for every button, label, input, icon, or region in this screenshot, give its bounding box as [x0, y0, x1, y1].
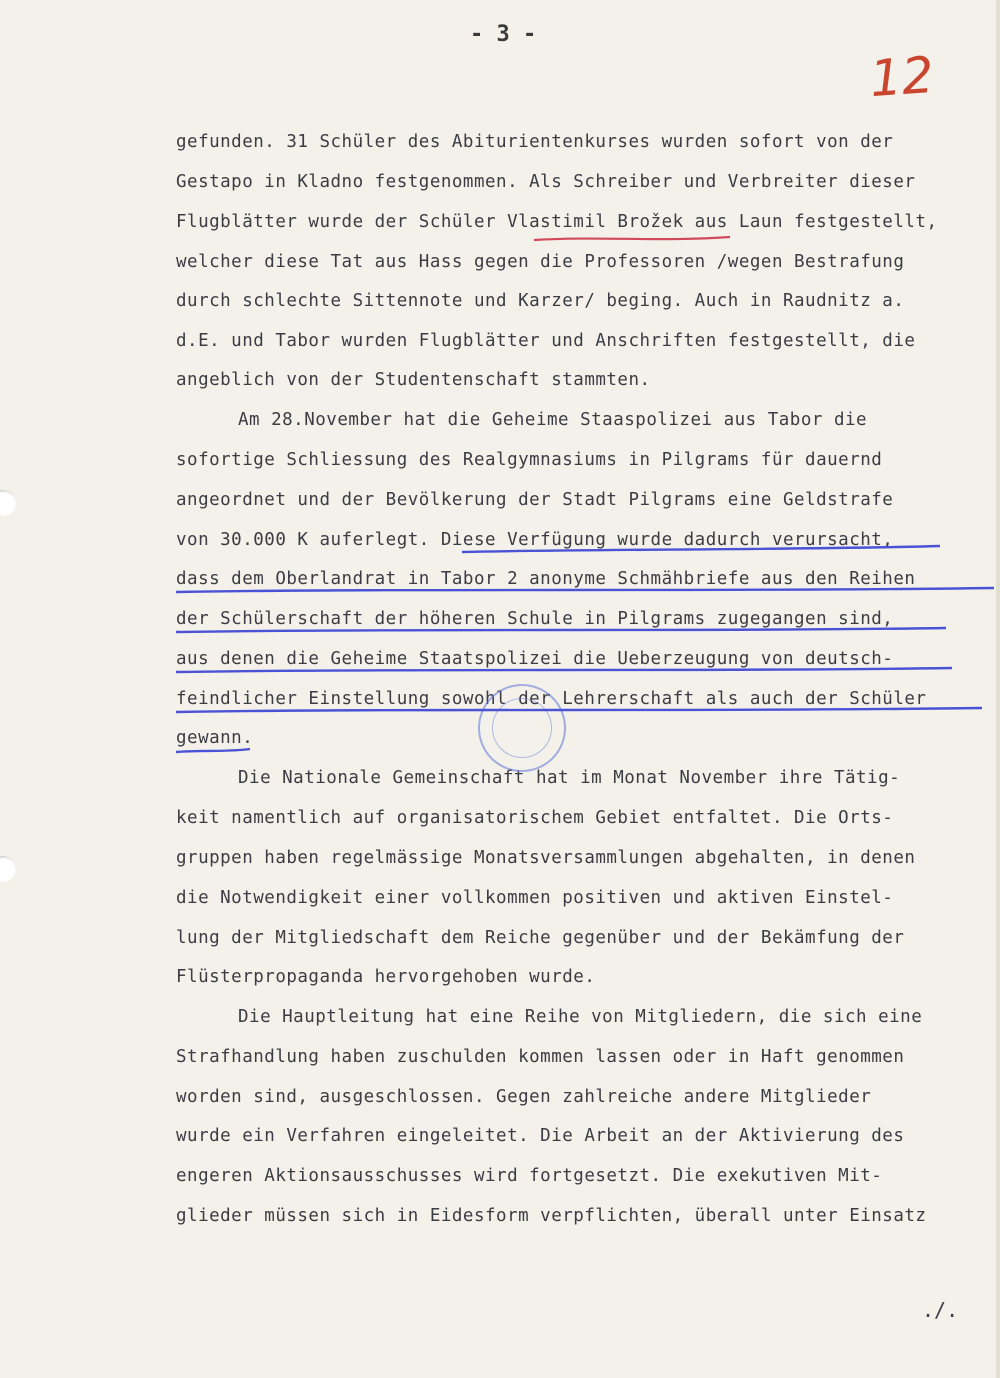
text-line: lung der Mitgliedschaft dem Reiche gegenüber und der Bekämfung der [176, 928, 905, 948]
text-line: Die Hauptleitung hat eine Reihe von Mitgliedern, die sich eine [238, 1007, 923, 1027]
text-line: gefunden. 31 Schüler des Abiturientenkurses wurden sofort von der [176, 132, 894, 152]
text-line: durch schlechte Sittennote und Karzer/ beging. Auch in Raudnitz a. [176, 291, 905, 311]
text-line: sofortige Schliessung des Realgymnasiums in Pilgrams für dauernd [176, 450, 883, 470]
text-line: der Schülerschaft der höheren Schule in Pilgrams zugegangen sind, [176, 609, 894, 629]
text-line: worden sind, ausgeschlossen. Gegen zahlreiche andere Mitglieder [176, 1087, 872, 1107]
text-line: glieder müssen sich in Eidesform verpflichten, überall unter Einsatz [176, 1206, 927, 1226]
text-line: gewann. [176, 728, 254, 748]
faded-stamp [478, 684, 566, 772]
text-line: Flüsterpropaganda hervorgehoben wurde. [176, 967, 596, 987]
text-line: gruppen haben regelmässige Monatsversammlungen abgehalten, in denen [176, 848, 916, 868]
handwritten-folio-number: 12 [868, 45, 936, 109]
text-line: wurde ein Verfahren eingeleitet. Die Arbeit an der Aktivierung des [176, 1126, 905, 1146]
text-line: feindlicher Einstellung sowohl der Lehrerschaft als auch der Schüler [176, 689, 927, 709]
text-line: Flugblätter wurde der Schüler Vlastimil Brožek aus Laun festgestellt, [176, 212, 938, 232]
page-number: - 3 - [470, 22, 537, 47]
punch-hole-lower [0, 856, 16, 882]
faded-stamp-inner-ring [492, 698, 552, 758]
text-line: Strafhandlung haben zuschulden kommen lassen oder in Haft genommen [176, 1047, 905, 1067]
text-line: angeordnet und der Bevölkerung der Stadt Pilgrams eine Geldstrafe [176, 490, 894, 510]
text-line: Gestapo in Kladno festgenommen. Als Schreiber und Verbreiter dieser [176, 172, 916, 192]
text-line: angeblich von der Studentenschaft stammten. [176, 370, 651, 390]
text-line: aus denen die Geheime Staatspolizei die Ueberzeugung von deutsch- [176, 649, 894, 669]
text-line: von 30.000 K auferlegt. Diese Verfügung wurde dadurch verursacht, [176, 530, 894, 550]
continuation-mark: ./. [922, 1298, 959, 1322]
text-line: dass dem Oberlandrat in Tabor 2 anonyme Schmähbriefe aus den Reihen [176, 569, 916, 589]
text-line: die Notwendigkeit einer vollkommen positiven und aktiven Einstel- [176, 888, 894, 908]
text-line: engeren Aktionsausschusses wird fortgesetzt. Die exekutiven Mit- [176, 1166, 883, 1186]
text-line: Die Nationale Gemeinschaft hat im Monat November ihre Tätig- [238, 768, 901, 788]
text-line: welcher diese Tat aus Hass gegen die Professoren /wegen Bestrafung [176, 252, 905, 272]
text-line: keit namentlich auf organisatorischem Gebiet entfaltet. Die Orts- [176, 808, 894, 828]
text-line: Am 28.November hat die Geheime Staaspolizei aus Tabor die [238, 410, 868, 430]
text-line: d.E. und Tabor wurden Flugblätter und Anschriften festgestellt, die [176, 331, 916, 351]
